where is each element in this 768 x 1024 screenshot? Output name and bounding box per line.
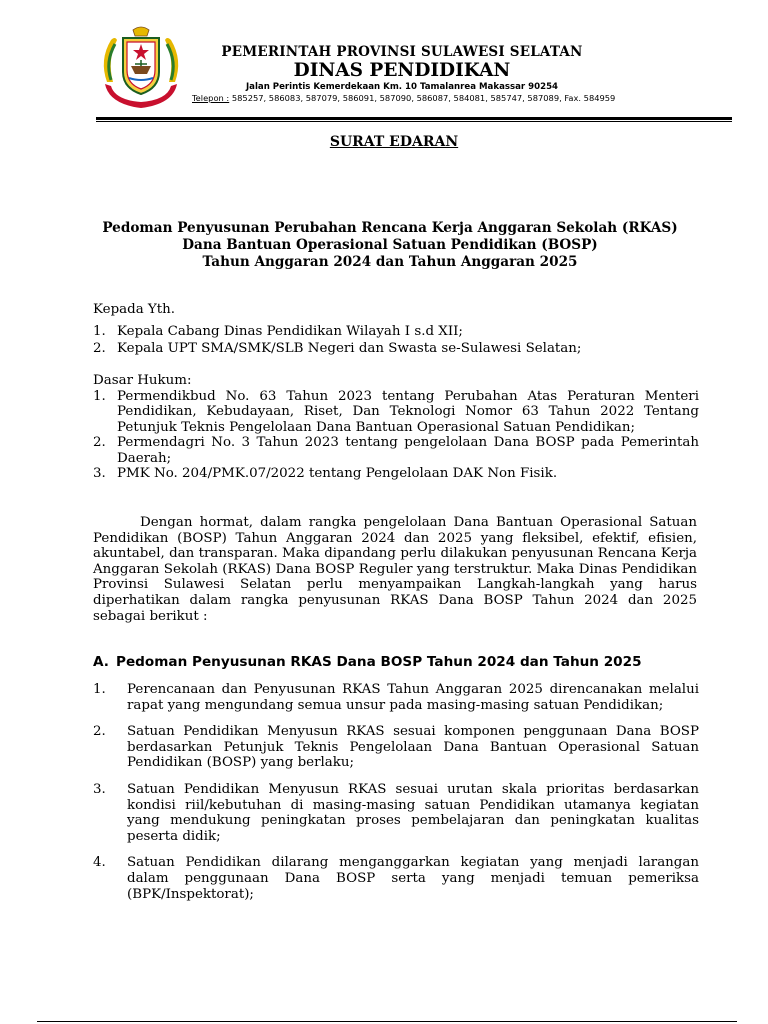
item-text: Satuan Pendidikan Menyusun RKAS sesuai komponen penggunaan Dana BOSP berdasarkan Petunjuk Teknis Pengelolaan Dana Bantuan Operasional Satuan Pendidikan (BOSP) yang berlaku; [127, 724, 699, 771]
letterhead [192, 44, 662, 104]
item-text: Satuan Pendidikan Menyusun RKAS sesuai urutan skala prioritas berdasarkan kondisi riil/kebutuhan di masing-masing satuan Pendidikan utamanya kegiatan yang mendukung peningkatan proses pembelajaran dan peningkatan kualitas peserta didik; [127, 781, 699, 844]
section-letter: A. [93, 654, 109, 670]
page-bottom-rule [37, 1021, 737, 1022]
recipients-heading: Kepada Yth. [93, 302, 176, 317]
opening-paragraph: Dengan hormat, dalam rangka pengelolaan Dana Bantuan Operasional Satuan Pendidikan (BOSP) Tahun Anggaran 2024 dan 2025 yang fleksibel, efektif, efisien, akuntabel, dan transparan. Maka dipandang perlu dilakukan penyusunan Rencana Kerja Anggaran Sekolah (RKAS) Dana BOSP Reguler yang terstruktur. Maka Dinas Pendidikan Provinsi Sulawesi Selatan perlu menyampaikan Langkah-langkah yang harus diperhatikan dalam rangka penyusunan RKAS Dana BOSP Tahun 2024 dan 2025 sebagai berikut : [93, 515, 697, 624]
list-item [93, 724, 699, 771]
item-number: 4. [93, 855, 106, 871]
section-title: Pedoman Penyusunan RKAS Dana BOSP Tahun 2024 dan Tahun 2025 [116, 654, 642, 670]
item-text: Permendagri No. 3 Tahun 2023 tentang pengelolaan Dana BOSP pada Pemerintah Daerah; [117, 435, 699, 466]
province-emblem-icon [97, 24, 185, 112]
item-text: Kepala Cabang Dinas Pendidikan Wilayah I s.d XII; [117, 323, 463, 339]
subject-line: Pedoman Penyusunan Perubahan Rencana Kerja Anggaran Sekolah (RKAS) [102, 220, 678, 236]
legal-basis-list [93, 389, 699, 482]
list-item [93, 435, 699, 466]
letterhead-address: Jalan Perintis Kemerdekaan Km. 10 Tamalanrea Makassar 90254 [245, 82, 559, 92]
item-text: Perencanaan dan Penyusunan RKAS Tahun Anggaran 2025 direncanakan melalui rapat yang mengundang semua unsur pada masing-masing satuan Pendidikan; [127, 682, 699, 713]
item-number: 2. [93, 341, 106, 356]
list-item [93, 341, 699, 357]
item-text: Kepala UPT SMA/SMK/SLB Negeri dan Swasta se-Sulawesi Selatan; [117, 341, 582, 356]
item-number: 3. [93, 781, 106, 797]
document-subject [96, 220, 684, 271]
letterhead-rule-thin [96, 121, 732, 122]
recipients-list [93, 324, 699, 357]
item-number: 1. [93, 682, 106, 697]
document-title: SURAT EDARAN [329, 134, 459, 150]
list-item [93, 324, 699, 340]
list-item [93, 682, 699, 713]
phone-numbers: 585257, 586083, 587079, 586091, 587090, 586087, 584081, 585747, 587089, Fax. 584959 [229, 93, 616, 103]
legal-basis-block [93, 373, 699, 482]
list-item [93, 466, 699, 482]
section-a-list [93, 682, 699, 913]
section-a-heading [93, 654, 713, 670]
legal-basis-heading: Dasar Hukum: [93, 373, 192, 388]
item-number: 1. [93, 388, 106, 404]
letterhead-phone [192, 93, 662, 104]
subject-line: Tahun Anggaran 2024 dan Tahun Anggaran 2025 [202, 254, 578, 270]
list-item [93, 389, 699, 436]
item-text: PMK No. 204/PMK.07/2022 tentang Pengelolaan DAK Non Fisik. [117, 466, 558, 481]
list-item [93, 782, 699, 844]
recipients-block [93, 302, 699, 357]
item-number: 2. [93, 435, 106, 450]
item-text: Permendikbud No. 63 Tahun 2023 tentang Perubahan Atas Peraturan Menteri Pendidikan, Kebudayaan, Riset, Dan Teknologi Nomor 63 Tahun 2022 Tentang Petunjuk Teknis Pengelolaan Dana Bantuan Operasional Satuan Pendidikan; [117, 388, 699, 435]
phone-label: Telepon : [192, 93, 230, 103]
letterhead-rule-thick [96, 117, 732, 120]
item-number: 3. [93, 466, 106, 481]
letterhead-government: PEMERINTAH PROVINSI SULAWESI SELATAN [221, 44, 583, 60]
item-text: Satuan Pendidikan dilarang menganggarkan kegiatan yang menjadi larangan dalam penggunaan Dana BOSP serta yang menjadi temuan pemeriksa (BPK/Inspektorat); [127, 855, 699, 902]
item-number: 2. [93, 724, 106, 740]
list-item [93, 855, 699, 902]
subject-line: Dana Bantuan Operasional Satuan Pendidikan (BOSP) [182, 237, 598, 253]
item-number: 1. [93, 323, 106, 339]
letterhead-agency: DINAS PENDIDIKAN [293, 60, 511, 81]
